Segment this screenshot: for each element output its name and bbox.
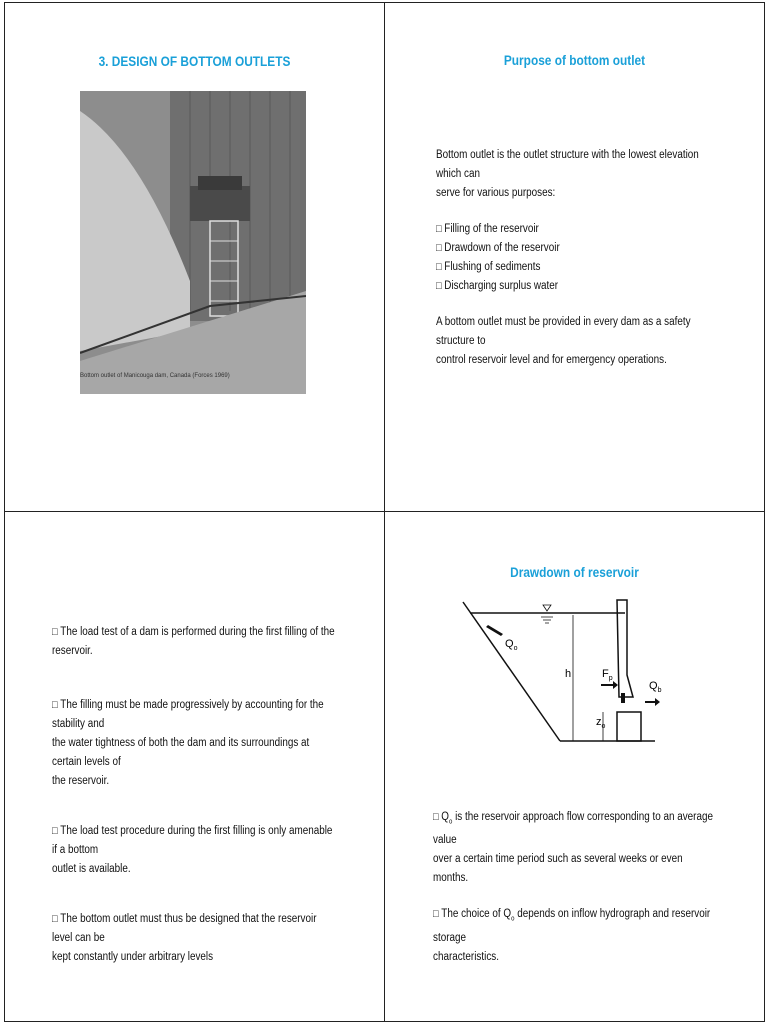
closing-line-2: control reservoir level and for emergency operations. xyxy=(436,354,667,366)
dam-photo xyxy=(80,91,306,394)
bullet-filling-line-3: the reservoir. xyxy=(52,775,110,787)
slide-body xyxy=(52,623,338,967)
closing-line-1: A bottom outlet must be provided in every dam as a safety structure to xyxy=(436,316,691,347)
bullet-filling-progressive: □ The filling must be made progressively by accounting for the stability and xyxy=(52,696,338,734)
bullet-drawdown: □ Drawdown of the reservoir xyxy=(436,239,718,258)
slide-drawdown-reservoir xyxy=(385,512,764,1021)
slide-purpose-bottom-outlet xyxy=(385,3,764,511)
bullet-procedure-line-2: outlet is available. xyxy=(52,863,131,875)
slide-design-bottom-outlets xyxy=(5,3,384,511)
label-z: $z_o$ xyxy=(596,716,606,730)
slide-body xyxy=(436,146,718,370)
intro-line-2: serve for various purposes: xyxy=(436,187,556,199)
photo-caption: Bottom outlet of Manicouga dam, Canada (Forces 1969) xyxy=(80,373,230,379)
bullet-flushing: □ Flushing of sediments xyxy=(436,258,718,277)
bullet-filling-line-2: the water tightness of both the dam and its surroundings at certain levels of xyxy=(52,737,310,768)
slide-title: 3. DESIGN OF BOTTOM OUTLETS xyxy=(98,54,291,69)
label-f: $F_p$ xyxy=(602,668,613,682)
reservoir-diagram xyxy=(455,597,675,747)
bullet-approach-flow: □ $Q_o$ is the reservoir approach flow corresponding to an average value xyxy=(433,808,718,850)
dam-body xyxy=(617,600,633,697)
label-q-in: $Q_o$ xyxy=(505,638,518,652)
label-h: h xyxy=(565,668,572,680)
slide-body xyxy=(433,808,718,967)
bullet-discharging: □ Discharging surplus water xyxy=(436,277,718,296)
bullet-load-test-procedure: □ The load test procedure during the first filling is only amenable if a bottom xyxy=(52,822,338,860)
bullet-designed-line-2: kept constantly under arbitrary levels xyxy=(52,951,214,963)
approach-flow-line-2: over a certain time period such as several weeks or even months. xyxy=(433,853,683,885)
choice-q-line-2: characteristics. xyxy=(433,950,499,963)
bullet-choice-q: □ The choice of $Q_o$ depends on inflow hydrograph and reservoir storage xyxy=(433,905,718,947)
slide-title: Drawdown of reservoir xyxy=(510,565,639,580)
dam-photo-drawing xyxy=(80,91,306,394)
label-q-out: $Q_b$ xyxy=(649,680,662,694)
slide-title: Purpose of bottom outlet xyxy=(503,53,646,68)
bullet-load-test: □ The load test of a dam is performed during the first filling of the reservoir. xyxy=(52,623,338,661)
bottom-outlet-block xyxy=(617,712,641,741)
water-level-symbol xyxy=(541,605,553,623)
bullet-filling: □ Filling of the reservoir xyxy=(436,220,718,239)
intro-line-1: Bottom outlet is the outlet structure with the lowest elevation which can xyxy=(436,149,699,180)
slide-load-test xyxy=(5,512,384,1021)
bullet-designed-level: □ The bottom outlet must thus be designed that the reservoir level can be xyxy=(52,910,338,948)
